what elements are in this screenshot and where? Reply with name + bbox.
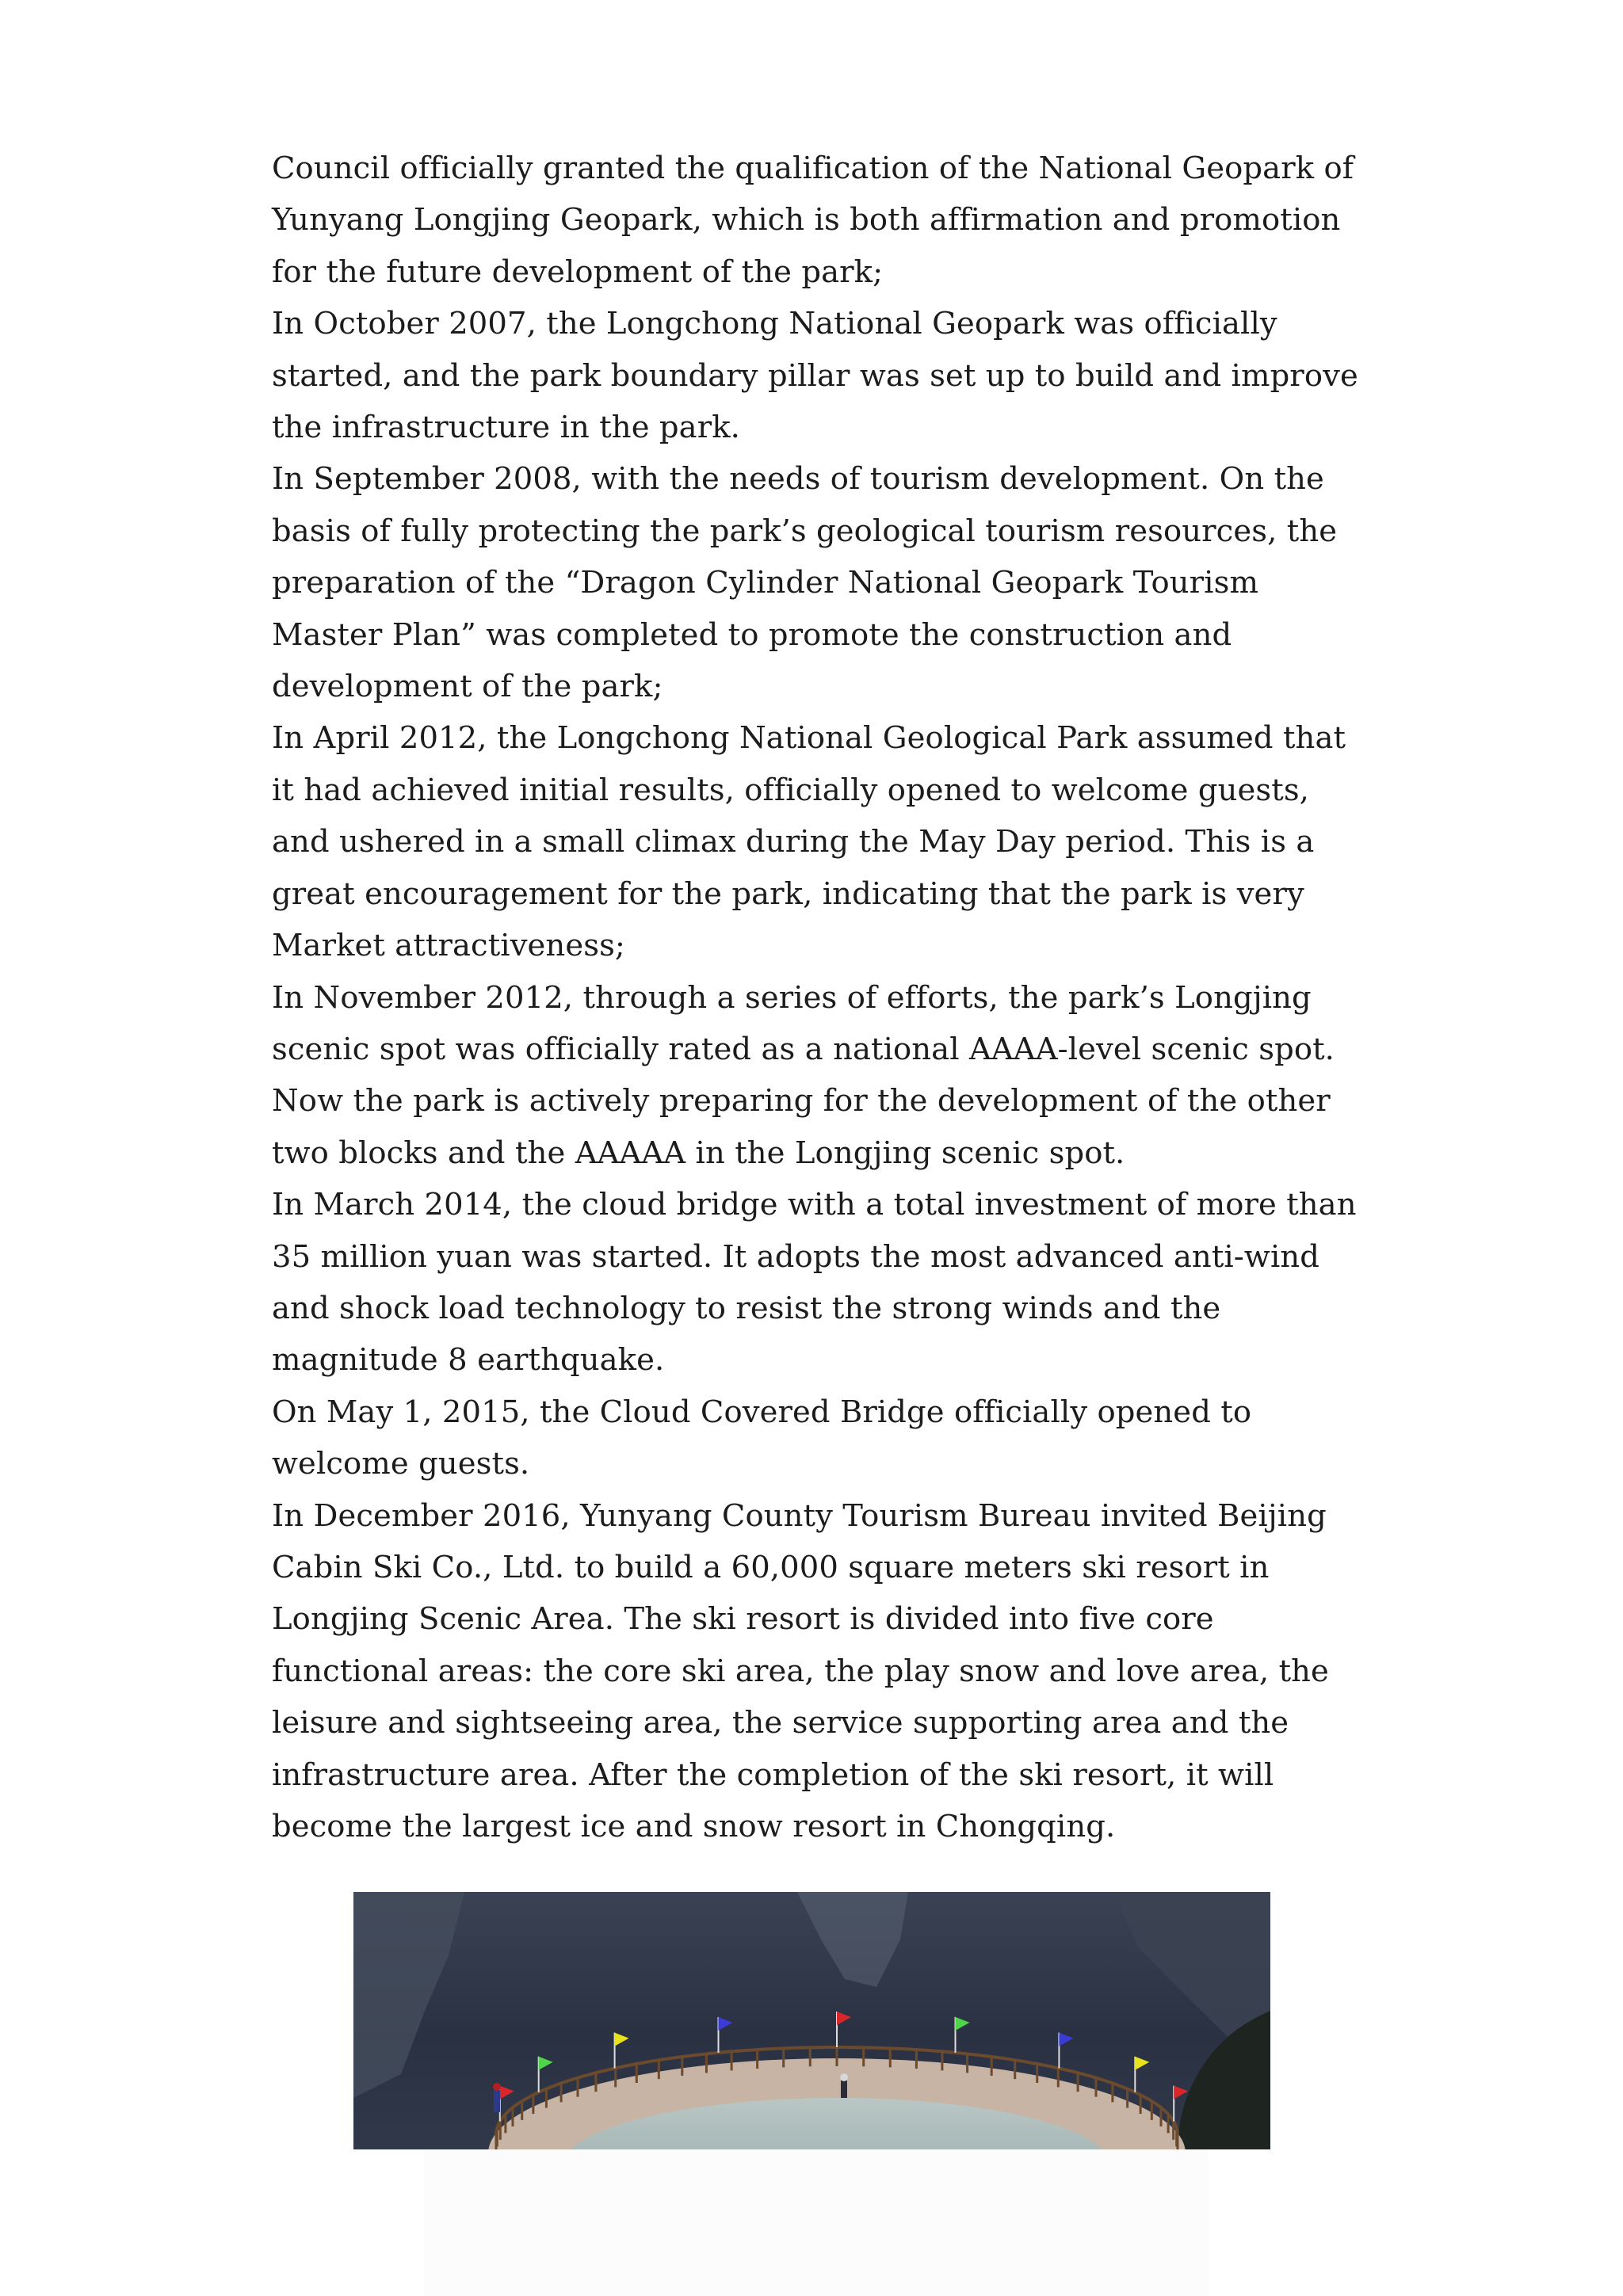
paragraph-may-2015: On May 1, 2015, the Cloud Covered Bridge officially opened to welcome guests. bbox=[272, 1394, 1252, 1482]
paragraph-april-2012: In April 2012, the Longchong National Geological Park assumed that it had achieved initial results, officially opened to welcome guests, and ushered in a small climax during the May Day period. This is a great encouragement for the park, indicating that the park is very Market attractiveness; bbox=[272, 720, 1346, 964]
paragraph-december-2016: In December 2016, Yunyang County Tourism Bureau invited Beijing Cabin Ski Co., Ltd. to build a 60,000 square meters ski resort in Longjing Scenic Area. The ski resort is divided into five core functional areas: the core ski area, the play snow and love area, the leisure and sightseeing area, the service supporting area and the infrastructure area. After the completion of the ski resort, it will become the largest ice and snow resort in Chongqing. bbox=[272, 1497, 1329, 1844]
paragraph-november-2012: In November 2012, through a series of efforts, the park’s Longjing scenic spot was officially rated as a national AAAA-level scenic spot. Now the park is actively preparing for the development of the other two blocks and the AAAAA in the Longjing scenic spot. bbox=[272, 979, 1335, 1171]
visitor-left-head bbox=[493, 2083, 501, 2091]
cloud-bridge-photo bbox=[353, 1892, 1270, 2149]
visitor-right-head bbox=[840, 2073, 848, 2081]
visitor-right bbox=[841, 2081, 847, 2098]
visitor-left bbox=[494, 2090, 500, 2112]
image-continuation-area bbox=[424, 2149, 1209, 2296]
body-text bbox=[272, 143, 1365, 1852]
paragraph-september-2008: In September 2008, with the needs of tourism development. On the basis of fully protecting the park’s geological tourism resources, the preparation of the “Dragon Cylinder National Geopark Tourism Master Plan” was completed to promote the construction and development of the park; bbox=[272, 461, 1338, 705]
paragraph-october-2007: In October 2007, the Longchong National Geopark was officially started, and the park boundary pillar was set up to build and improve the infrastructure in the park. bbox=[272, 306, 1358, 446]
paragraph-march-2014: In March 2014, the cloud bridge with a total investment of more than 35 million yuan was started. It adopts the most advanced anti-wind and shock load technology to resist the strong winds and the magnitude 8 earthquake. bbox=[272, 1187, 1357, 1379]
paragraph-geopark-qualification: Council officially granted the qualification of the National Geopark of Yunyang Longjing Geopark, which is both affirmation and promotion for the future development of the park; bbox=[272, 151, 1354, 290]
